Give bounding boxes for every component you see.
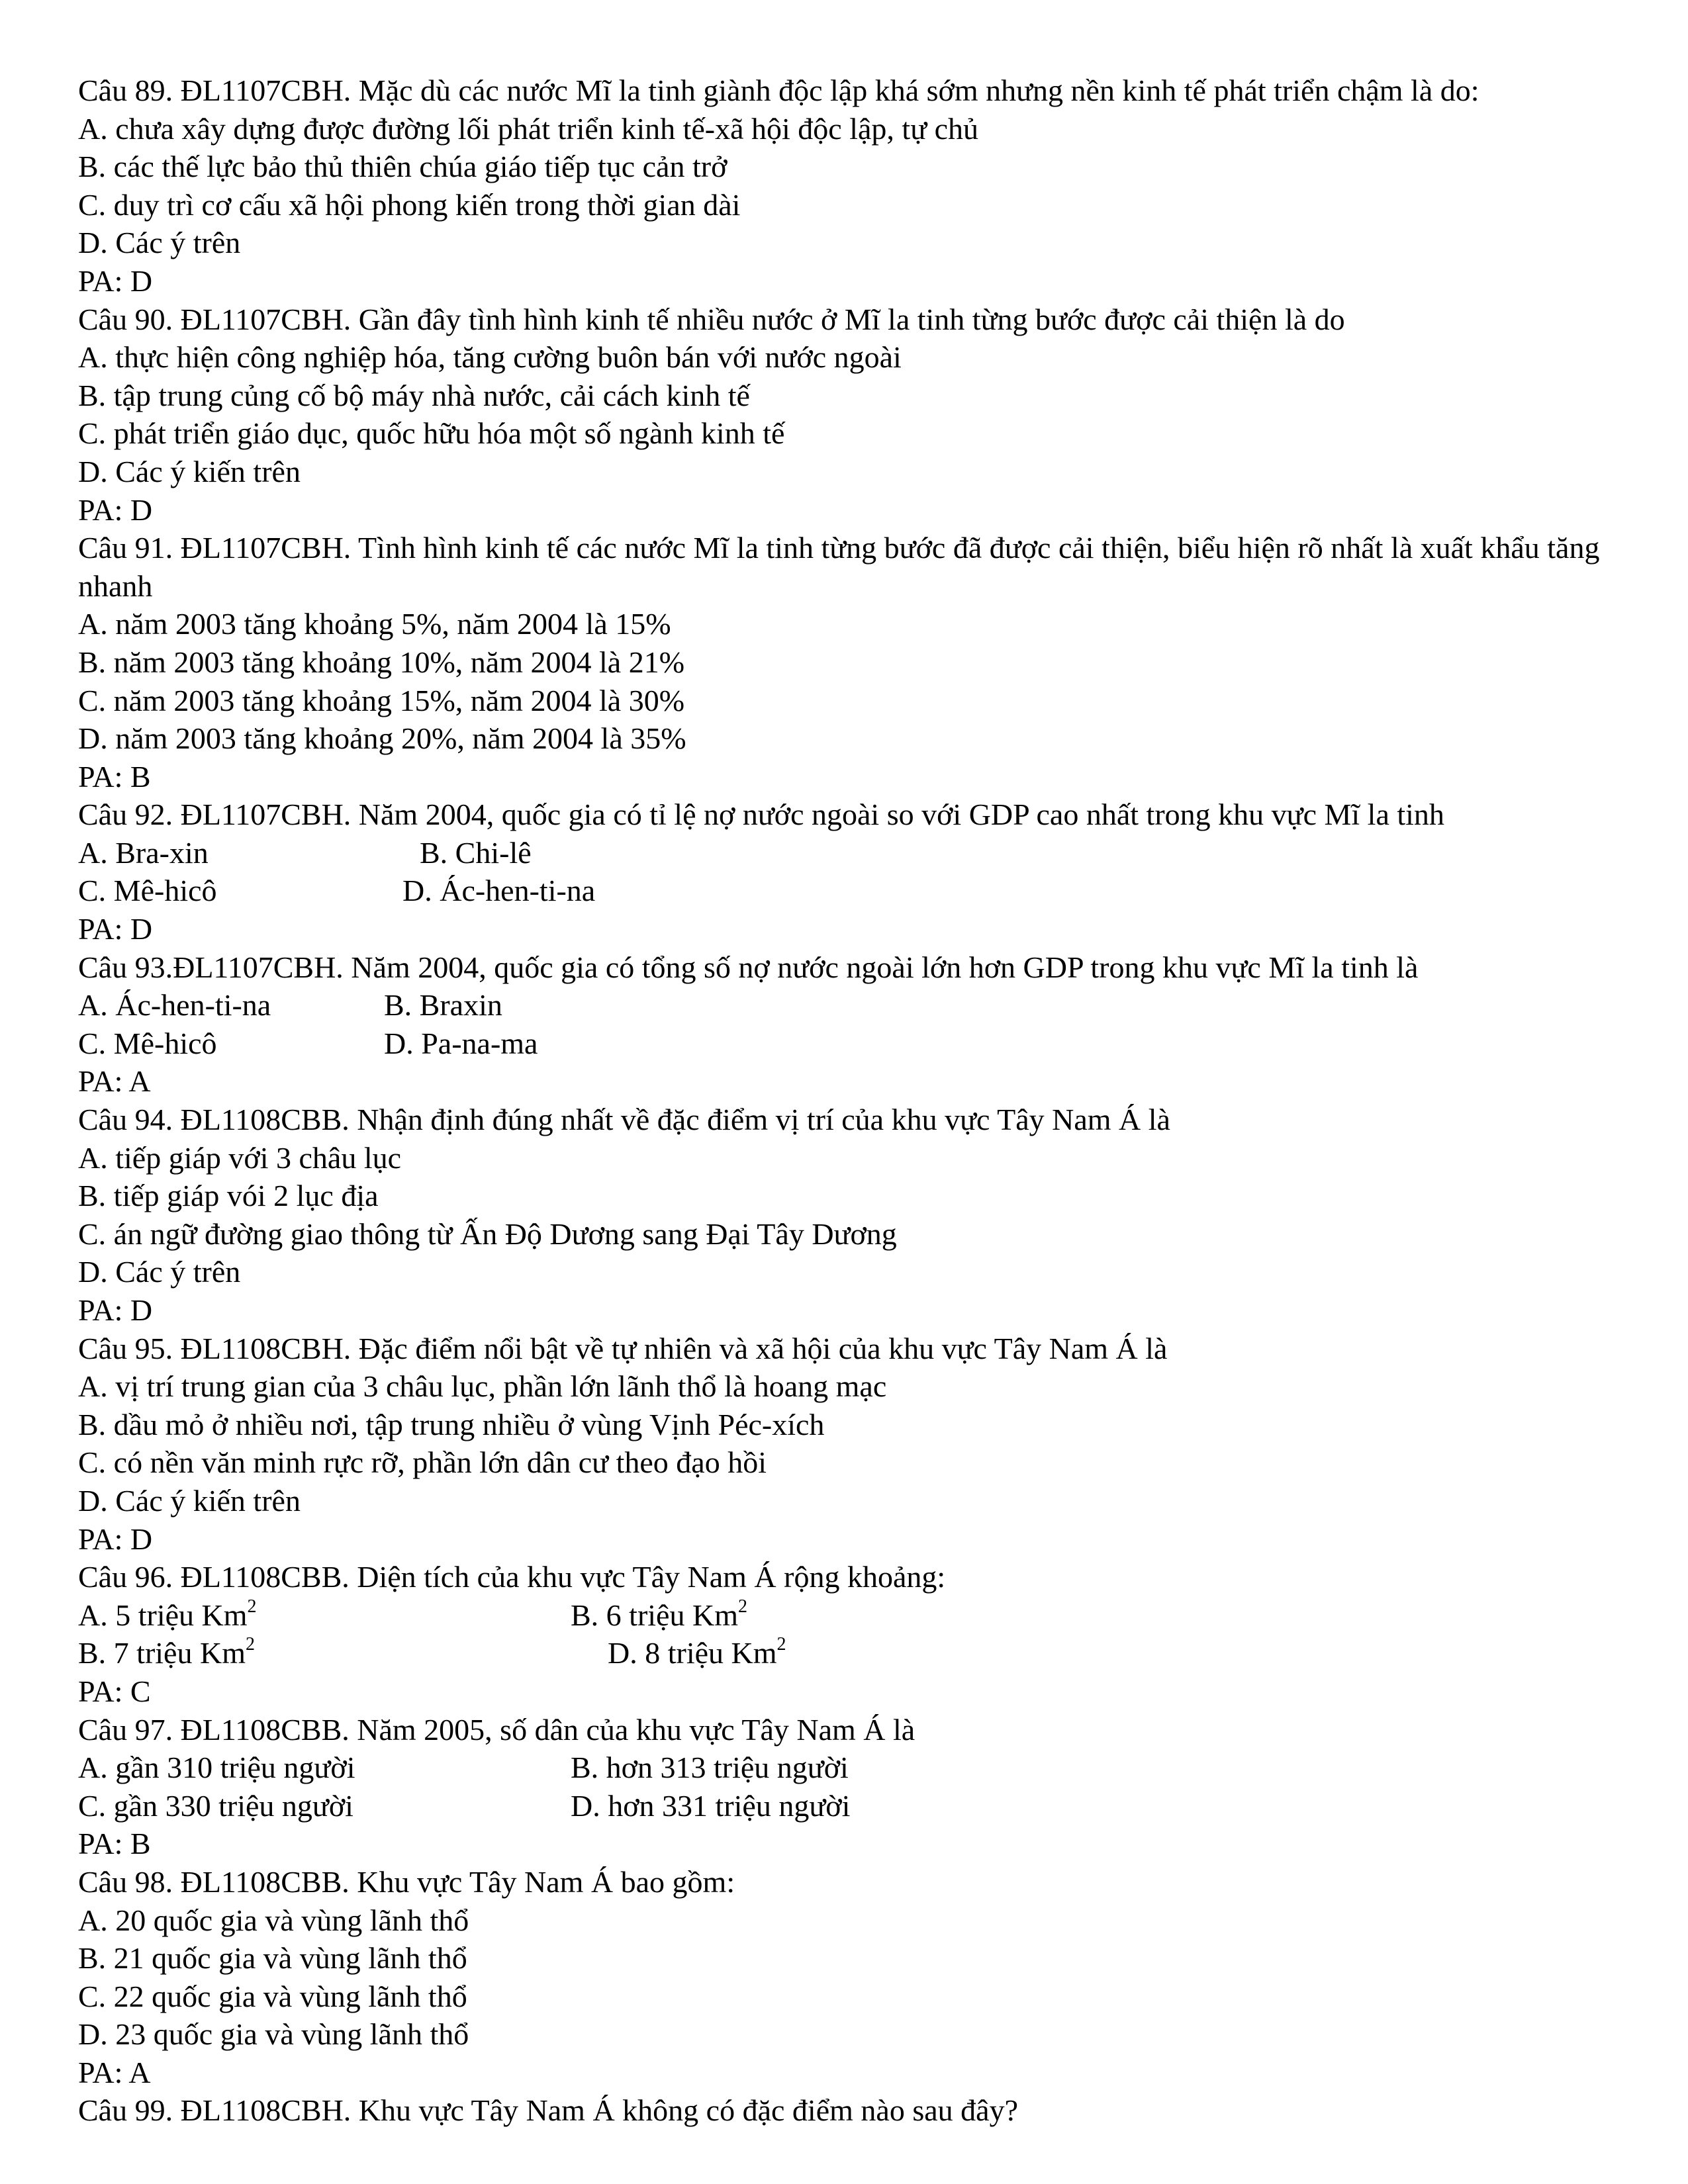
question-title: Câu 93.ĐL1107CBH. Năm 2004, quốc gia có tổng số nợ nước ngoài lớn hơn GDP trong khu vực Mĩ la tinh là xyxy=(78,950,1419,984)
question-title: Câu 92. ĐL1107CBH. Năm 2004, quốc gia có tỉ lệ nợ nước ngoài so với GDP cao nhất trong khu vực Mĩ la tinh xyxy=(78,797,1444,832)
answer: PA: B xyxy=(78,759,151,794)
option-text: A. 5 triệu Km xyxy=(78,1598,248,1632)
option: C. gần 330 triệu người xyxy=(78,1788,353,1823)
option xyxy=(608,1634,786,1672)
question-title: Câu 89. ĐL1107CBH. Mặc dù các nước Mĩ la tinh giành độc lập khá sớm nhưng nền kinh tế phát triển chậm là do: xyxy=(78,73,1479,107)
option: C. Mê-hicô xyxy=(78,874,217,908)
option: B. tập trung củng cố bộ máy nhà nước, cải cách kinh tế xyxy=(78,378,750,412)
option: B. năm 2003 tăng khoảng 10%, năm 2004 là 21% xyxy=(78,645,685,679)
question-title: Câu 94. ĐL1108CBB. Nhận định đúng nhất về đặc điểm vị trí của khu vực Tây Nam Á là xyxy=(78,1103,1170,1137)
option: A. 20 quốc gia và vùng lãnh thổ xyxy=(78,1903,469,1937)
option: D. 23 quốc gia và vùng lãnh thổ xyxy=(78,2017,469,2052)
option: D. Pa-na-ma xyxy=(384,1026,538,1060)
document-page xyxy=(78,71,1654,2130)
answer: PA: D xyxy=(78,492,153,527)
answer: PA: A xyxy=(78,1064,151,1099)
question-title: Câu 98. ĐL1108CBB. Khu vực Tây Nam Á bao gồm: xyxy=(78,1864,735,1899)
option: C. năm 2003 tăng khoảng 15%, năm 2004 là 30% xyxy=(78,683,685,717)
option-pair xyxy=(78,1787,1654,1825)
option: C. 22 quốc gia và vùng lãnh thổ xyxy=(78,1979,467,2013)
unit-exponent: 2 xyxy=(776,1634,786,1655)
option-pair xyxy=(78,1749,1654,1787)
option: B. các thế lực bảo thủ thiên chúa giáo tiếp tục cản trở xyxy=(78,150,727,184)
answer: PA: B xyxy=(78,1827,151,1861)
unit-exponent: 2 xyxy=(737,1596,747,1617)
option: D. Các ý kiến trên xyxy=(78,454,301,488)
option: D. Các ý kiến trên xyxy=(78,1483,301,1518)
option: B. Braxin xyxy=(384,988,502,1023)
option: C. Mê-hicô xyxy=(78,1026,217,1060)
answer: PA: D xyxy=(78,263,153,298)
option-text: B. 6 triệu Km xyxy=(571,1598,738,1632)
question-title: Câu 99. ĐL1108CBH. Khu vực Tây Nam Á không có đặc điểm nào sau đây? xyxy=(78,2093,1018,2128)
option: C. có nền văn minh rực rỡ, phần lớn dân cư theo đạo hồi xyxy=(78,1445,767,1480)
option: A. Bra-xin xyxy=(78,835,209,870)
question-title: Câu 90. ĐL1107CBH. Gần đây tình hình kinh tế nhiều nước ở Mĩ la tinh từng bước được cải thiện là do xyxy=(78,302,1345,336)
answer: PA: D xyxy=(78,1293,153,1327)
question-title: Câu 95. ĐL1108CBH. Đặc điểm nổi bật về tự nhiên và xã hội của khu vực Tây Nam Á là xyxy=(78,1331,1168,1365)
option xyxy=(571,1596,747,1635)
option-pair xyxy=(78,1596,1654,1635)
option: A. tiếp giáp với 3 châu lục xyxy=(78,1140,402,1175)
option xyxy=(78,1634,255,1672)
question-title: Câu 97. ĐL1108CBB. Năm 2005, số dân của khu vực Tây Nam Á là xyxy=(78,1712,915,1747)
option: B. tiếp giáp vói 2 lục địa xyxy=(78,1179,379,1213)
option: A. gần 310 triệu người xyxy=(78,1751,355,1785)
unit-exponent: 2 xyxy=(247,1596,257,1617)
answer: PA: A xyxy=(78,2055,151,2089)
option xyxy=(78,1596,257,1635)
option: D. Ác-hen-ti-na xyxy=(402,874,596,908)
answer: PA: C xyxy=(78,1674,151,1708)
option: B. dầu mỏ ở nhiều nơi, tập trung nhiều ở vùng Vịnh Péc-xích xyxy=(78,1407,825,1441)
option-pair xyxy=(78,1634,1654,1672)
option-pair xyxy=(78,1024,1654,1063)
question-title: Câu 96. ĐL1108CBB. Diện tích của khu vực Tây Nam Á rộng khoảng: xyxy=(78,1560,946,1594)
option: A. vị trí trung gian của 3 châu lục, phần lớn lãnh thổ là hoang mạc xyxy=(78,1369,887,1404)
answer: PA: D xyxy=(78,1522,153,1556)
option-pair xyxy=(78,834,1654,872)
option: B. 21 quốc gia và vùng lãnh thổ xyxy=(78,1941,467,1976)
option: C. duy trì cơ cấu xã hội phong kiến trong thời gian dài xyxy=(78,187,741,222)
option: A. Ác-hen-ti-na xyxy=(78,988,271,1023)
option: A. năm 2003 tăng khoảng 5%, năm 2004 là 15% xyxy=(78,607,671,641)
option-text: D. 8 triệu Km xyxy=(608,1636,777,1670)
option-pair xyxy=(78,986,1654,1024)
option: A. thực hiện công nghiệp hóa, tăng cường buôn bán với nước ngoài xyxy=(78,340,902,375)
option: D. năm 2003 tăng khoảng 20%, năm 2004 là 35% xyxy=(78,721,686,756)
option: C. phát triển giáo dục, quốc hữu hóa một số ngành kinh tế xyxy=(78,416,785,451)
option: C. án ngữ đường giao thông từ Ấn Độ Dương sang Đại Tây Dương xyxy=(78,1216,897,1251)
option: D. Các ý trên xyxy=(78,226,241,260)
option: D. hơn 331 triệu người xyxy=(571,1788,851,1823)
answer: PA: D xyxy=(78,912,153,946)
option: A. chưa xây dựng được đường lối phát triển kinh tế-xã hội độc lập, tự chủ xyxy=(78,111,979,146)
option: B. hơn 313 triệu người xyxy=(571,1751,849,1785)
option: D. Các ý trên xyxy=(78,1255,241,1289)
option-pair xyxy=(78,872,1654,910)
option-text: B. 7 triệu Km xyxy=(78,1636,246,1670)
option: B. Chi-lê xyxy=(420,835,532,870)
unit-exponent: 2 xyxy=(245,1634,255,1655)
question-title: Câu 91. ĐL1107CBH. Tình hình kinh tế các nước Mĩ la tinh từng bước đã được cải thiện, biểu hiện rõ nhất là xuất khẩu tăng nhanh xyxy=(78,531,1600,603)
